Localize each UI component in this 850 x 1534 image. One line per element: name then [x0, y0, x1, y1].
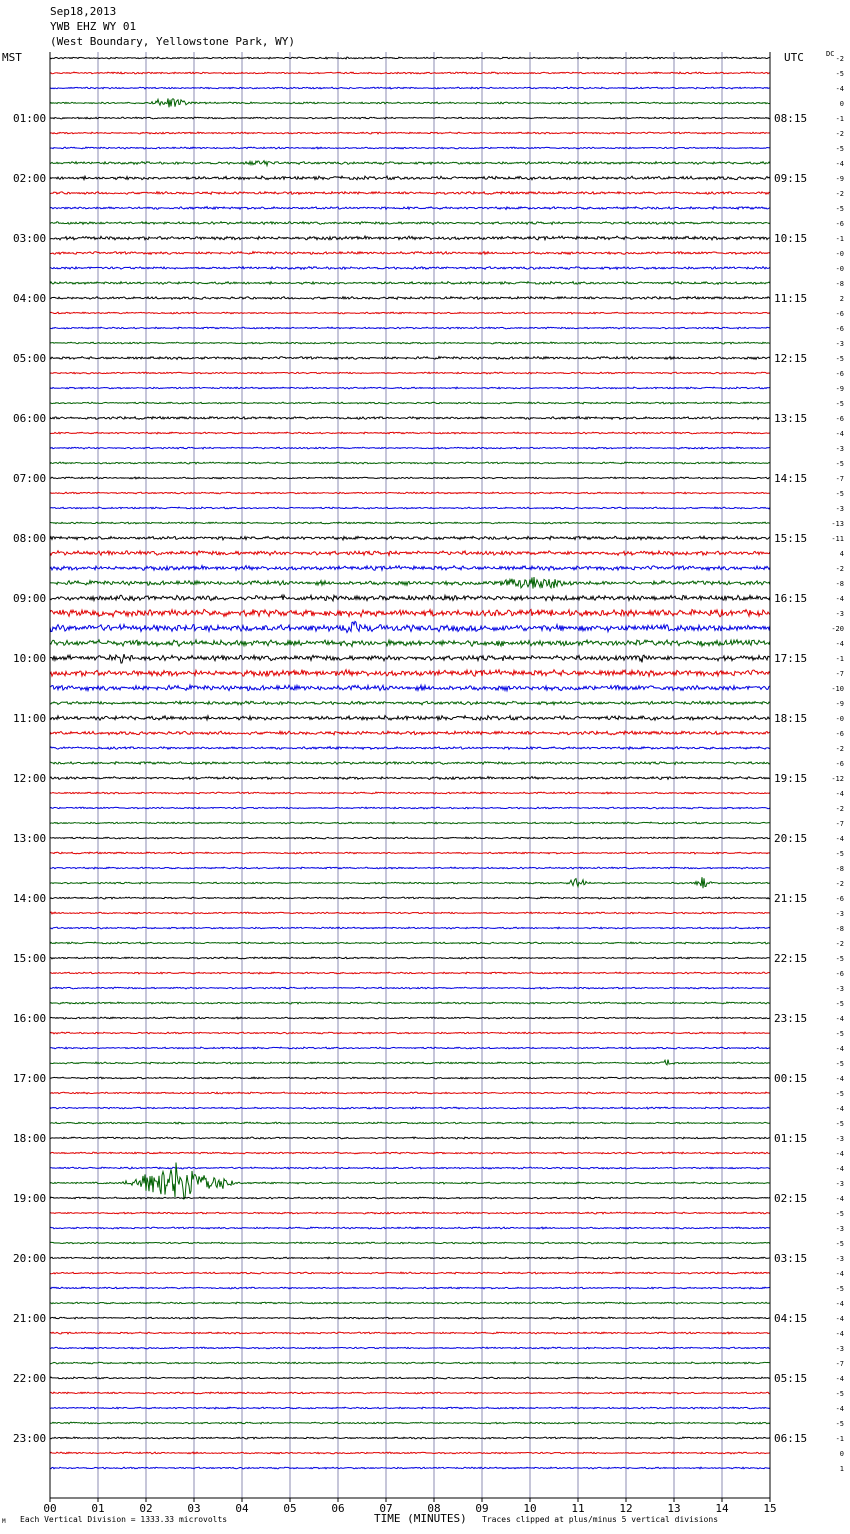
mst-hour-label: 14:00	[13, 892, 47, 905]
utc-hour-label: 09:15	[774, 172, 808, 185]
dc-offset-label: -4	[835, 85, 844, 93]
trace-line-33	[50, 551, 770, 556]
dc-offset-label: -5	[835, 1000, 844, 1008]
dc-offset-label: -5	[835, 850, 844, 858]
dc-offset-label: -2	[835, 565, 844, 573]
trace-line-50	[50, 807, 770, 809]
dc-offset-label: -5	[835, 355, 844, 363]
trace-line-18	[50, 327, 770, 329]
dc-offset-label: -1	[835, 235, 844, 243]
trace-line-77	[50, 1212, 770, 1214]
dc-offset-label: -2	[835, 55, 844, 63]
dc-offset-label: -5	[835, 460, 844, 468]
dc-offset-label: -4	[835, 1015, 844, 1023]
dc-offset-label: -4	[835, 1150, 844, 1158]
dc-offset-label: -5	[835, 205, 844, 213]
trace-line-59	[50, 942, 770, 944]
dc-offset-label: -12	[831, 775, 844, 783]
dc-offset-label: -3	[835, 1225, 844, 1233]
utc-hour-label: 16:15	[774, 592, 808, 605]
dc-offset-label: -7	[835, 1360, 844, 1368]
trace-line-34	[50, 566, 770, 571]
dc-offset-label: -6	[835, 310, 844, 318]
trace-line-9	[50, 192, 770, 195]
utc-hour-label: 11:15	[774, 292, 808, 305]
trace-line-40	[50, 654, 770, 663]
dc-offset-label: -2	[835, 805, 844, 813]
trace-line-53	[50, 852, 770, 854]
dc-offset-label: -6	[835, 325, 844, 333]
dc-offset-label: -20	[831, 625, 844, 633]
trace-line-41	[50, 670, 770, 677]
trace-line-51	[50, 822, 770, 824]
trace-line-69	[50, 1092, 770, 1094]
dc-offset-label: -4	[835, 1165, 844, 1173]
seismic-traces	[50, 57, 770, 1469]
utc-hour-label: 10:15	[774, 232, 808, 245]
trace-line-86	[50, 1347, 770, 1349]
utc-hour-label: 06:15	[774, 1432, 808, 1445]
dc-offset-label: -5	[835, 1060, 844, 1068]
trace-line-90	[50, 1407, 770, 1409]
dc-offset-label: -5	[835, 70, 844, 78]
trace-line-42	[50, 685, 770, 690]
dc-offset-label: -6	[835, 220, 844, 228]
x-tick-label: 14	[715, 1502, 729, 1515]
dc-offset-label: -7	[835, 820, 844, 828]
trace-line-15	[50, 282, 770, 285]
x-tick-label: 07	[379, 1502, 393, 1515]
utc-hour-label: 02:15	[774, 1192, 808, 1205]
dc-offset-label: -4	[835, 1375, 844, 1383]
mst-hour-label: 04:00	[13, 292, 47, 305]
trace-line-60	[50, 957, 770, 959]
dc-offset-label: -4	[835, 835, 844, 843]
mst-hour-label: 03:00	[13, 232, 47, 245]
trace-line-62	[50, 987, 770, 989]
utc-hour-label: 00:15	[774, 1072, 808, 1085]
dc-offset-label: -13	[831, 520, 844, 528]
dc-offset-label: -8	[835, 925, 844, 933]
trace-line-89	[50, 1392, 770, 1394]
dc-offset-label: -6	[835, 730, 844, 738]
dc-offset-label: -2	[835, 190, 844, 198]
utc-hour-label: 23:15	[774, 1012, 808, 1025]
dc-offset-label: -4	[835, 1105, 844, 1113]
trace-line-1	[50, 72, 770, 74]
trace-line-6	[50, 147, 770, 149]
mst-hour-label: 09:00	[13, 592, 47, 605]
dc-offset-label: -4	[835, 1330, 844, 1338]
utc-hour-label: 05:15	[774, 1372, 808, 1385]
dc-offset-label: -6	[835, 370, 844, 378]
trace-line-71	[50, 1122, 770, 1124]
dc-offset-label: -4	[835, 430, 844, 438]
dc-offset-label: -7	[835, 670, 844, 678]
trace-line-49	[50, 792, 770, 794]
dc-offset-label: -3	[835, 1255, 844, 1263]
dc-offset-label: -4	[835, 1195, 844, 1203]
mst-hour-label: 18:00	[13, 1132, 47, 1145]
utc-hour-label: 21:15	[774, 892, 808, 905]
trace-line-87	[50, 1362, 770, 1364]
x-tick-label: 10	[523, 1502, 537, 1515]
utc-hour-label: 22:15	[774, 952, 808, 965]
trace-line-88	[50, 1377, 770, 1379]
dc-offset-label: -2	[835, 940, 844, 948]
dc-offset-label: -6	[835, 970, 844, 978]
trace-line-35	[50, 577, 770, 588]
utc-hour-label: 08:15	[774, 112, 808, 125]
trace-line-11	[50, 222, 770, 225]
trace-line-13	[50, 252, 770, 255]
x-tick-label: 03	[187, 1502, 201, 1515]
trace-line-67	[50, 1060, 770, 1065]
trace-line-36	[50, 595, 770, 601]
dc-offset-label: -5	[835, 1390, 844, 1398]
dc-offset-label: -2	[835, 745, 844, 753]
x-tick-label: 11	[571, 1502, 585, 1515]
dc-offset-label: -11	[831, 535, 844, 543]
dc-offset-label: -0	[835, 715, 844, 723]
trace-line-43	[50, 701, 770, 705]
dc-offset-label: -8	[835, 280, 844, 288]
trace-line-10	[50, 207, 770, 210]
utc-hour-label: 03:15	[774, 1252, 808, 1265]
x-axis-title: TIME (MINUTES)	[374, 1512, 467, 1525]
trace-line-76	[50, 1197, 770, 1199]
dc-offset-label: -5	[835, 1090, 844, 1098]
mst-hour-label: 23:00	[13, 1432, 47, 1445]
dc-offset-label: -3	[835, 610, 844, 618]
dc-offset-label: -3	[835, 1180, 844, 1188]
dc-offset-label: -5	[835, 1210, 844, 1218]
dc-offset-label: -5	[835, 1420, 844, 1428]
dc-offset-label: -5	[835, 1030, 844, 1038]
mst-hour-label: 02:00	[13, 172, 47, 185]
trace-line-26	[50, 447, 770, 449]
dc-offset-label: 2	[839, 295, 844, 303]
trace-line-63	[50, 1002, 770, 1004]
x-tick-label: 05	[283, 1502, 297, 1515]
x-tick-label: 02	[139, 1502, 153, 1515]
x-tick-label: 01	[91, 1502, 105, 1515]
utc-hour-label: 01:15	[774, 1132, 808, 1145]
dc-offset-label: 0	[839, 1450, 844, 1458]
trace-line-56	[50, 897, 770, 899]
x-tick-label: 13	[667, 1502, 681, 1515]
dc-offset-label: -4	[835, 1300, 844, 1308]
mst-hour-label: 11:00	[13, 712, 47, 725]
x-tick-label: 06	[331, 1502, 345, 1515]
dc-offset-label: -3	[835, 340, 844, 348]
trace-line-39	[50, 640, 770, 647]
trace-line-46	[50, 747, 770, 750]
mst-hour-label: 17:00	[13, 1072, 47, 1085]
dc-offset-label: -5	[835, 1240, 844, 1248]
trace-line-32	[50, 536, 770, 540]
trace-line-12	[50, 236, 770, 240]
dc-offset-label: -5	[835, 400, 844, 408]
trace-line-52	[50, 837, 770, 839]
dc-offset-label: 0	[839, 100, 844, 108]
dc-offset-label: -4	[835, 1405, 844, 1413]
x-tick-label: 09	[475, 1502, 489, 1515]
x-tick-label: 15	[763, 1502, 777, 1515]
trace-line-23	[50, 402, 770, 404]
dc-offset-label: -4	[835, 640, 844, 648]
dc-offset-label: -9	[835, 385, 844, 393]
trace-line-5	[50, 132, 770, 134]
x-tick-label: 12	[619, 1502, 633, 1515]
trace-line-30	[50, 507, 770, 509]
dc-offset-label: -6	[835, 895, 844, 903]
trace-line-66	[50, 1047, 770, 1049]
trace-line-14	[50, 267, 770, 270]
trace-line-57	[50, 912, 770, 914]
dc-offset-label: -0	[835, 250, 844, 258]
dc-offset-label: -6	[835, 760, 844, 768]
dc-offset-label: -3	[835, 910, 844, 918]
trace-line-74	[50, 1167, 770, 1169]
location-label: (West Boundary, Yellowstone Park, WY)	[50, 35, 296, 48]
utc-hour-label: 13:15	[774, 412, 808, 425]
dc-offset-label: -5	[835, 1285, 844, 1293]
dc-offset-label: -9	[835, 700, 844, 708]
dc-offset-label: -8	[835, 865, 844, 873]
station-label: YWB EHZ WY 01	[50, 20, 137, 33]
dc-offset-label: -3	[835, 1135, 844, 1143]
mst-hour-label: 16:00	[13, 1012, 47, 1025]
trace-line-72	[50, 1137, 770, 1139]
axis-labels	[2, 50, 844, 1515]
trace-line-83	[50, 1302, 770, 1304]
trace-line-0	[50, 57, 770, 59]
trace-line-81	[50, 1272, 770, 1274]
trace-line-44	[50, 716, 770, 721]
trace-line-68	[50, 1077, 770, 1079]
dc-offset-label: -7	[835, 475, 844, 483]
utc-hour-label: 20:15	[774, 832, 808, 845]
trace-line-24	[50, 417, 770, 420]
trace-line-58	[50, 927, 770, 929]
mst-hour-label: 08:00	[13, 532, 47, 545]
trace-line-47	[50, 762, 770, 765]
mst-hour-label: 05:00	[13, 352, 47, 365]
mst-hour-label: 13:00	[13, 832, 47, 845]
trace-line-38	[50, 621, 770, 632]
dc-offset-label: -4	[835, 595, 844, 603]
utc-hour-label: 04:15	[774, 1312, 808, 1325]
mst-axis-title: MST	[2, 51, 22, 64]
dc-offset-label: -1	[835, 1435, 844, 1443]
trace-line-65	[50, 1032, 770, 1034]
trace-line-84	[50, 1317, 770, 1319]
trace-line-85	[50, 1332, 770, 1334]
dc-offset-label: 4	[839, 550, 844, 558]
trace-line-48	[50, 777, 770, 780]
utc-hour-label: 17:15	[774, 652, 808, 665]
dc-offset-label: -2	[835, 880, 844, 888]
mst-hour-label: 10:00	[13, 652, 47, 665]
utc-hour-label: 15:15	[774, 532, 808, 545]
trace-line-2	[50, 87, 770, 89]
trace-line-64	[50, 1017, 770, 1019]
dc-label: DC	[826, 50, 835, 58]
trace-line-31	[50, 522, 770, 524]
dc-offset-label: -1	[835, 115, 844, 123]
mst-hour-label: 21:00	[13, 1312, 47, 1325]
dc-offset-label: -0	[835, 265, 844, 273]
dc-offset-label: -5	[835, 955, 844, 963]
trace-line-92	[50, 1437, 770, 1439]
date-label: Sep18,2013	[50, 5, 117, 18]
trace-line-21	[50, 372, 770, 374]
trace-line-82	[50, 1287, 770, 1289]
mst-hour-label: 19:00	[13, 1192, 47, 1205]
trace-line-70	[50, 1107, 770, 1109]
mst-hour-label: 15:00	[13, 952, 47, 965]
mst-hour-label: 20:00	[13, 1252, 47, 1265]
trace-line-54	[50, 867, 770, 869]
mst-hour-label: 22:00	[13, 1372, 47, 1385]
dc-offset-label: -3	[835, 505, 844, 513]
trace-line-20	[50, 357, 770, 360]
trace-line-45	[50, 731, 770, 735]
dc-offset-label: -3	[835, 445, 844, 453]
dc-offset-label: -4	[835, 790, 844, 798]
dc-offset-label: -5	[835, 1120, 844, 1128]
dc-offset-label: -8	[835, 580, 844, 588]
trace-line-3	[50, 98, 770, 107]
x-tick-label: 04	[235, 1502, 249, 1515]
utc-axis-title: UTC	[784, 51, 804, 64]
dc-offset-label: -9	[835, 175, 844, 183]
trace-line-78	[50, 1227, 770, 1229]
trace-line-25	[50, 432, 770, 434]
x-tick-label: 00	[43, 1502, 57, 1515]
dc-offset-label: -6	[835, 415, 844, 423]
dc-offset-label: -5	[835, 490, 844, 498]
trace-line-80	[50, 1257, 770, 1259]
mst-hour-label: 12:00	[13, 772, 47, 785]
trace-line-55	[50, 877, 770, 888]
utc-hour-label: 12:15	[774, 352, 808, 365]
mst-hour-label: 07:00	[13, 472, 47, 485]
trace-line-79	[50, 1242, 770, 1244]
dc-offset-label: -4	[835, 1045, 844, 1053]
trace-line-16	[50, 297, 770, 300]
trace-line-8	[50, 176, 770, 180]
trace-line-22	[50, 387, 770, 389]
scale-note: Each Vertical Division = 1333.33 microvolts	[20, 1515, 228, 1524]
dc-offset-label: -4	[835, 1315, 844, 1323]
plot-frame	[50, 52, 770, 1498]
clip-note: Traces clipped at plus/minus 5 vertical divisions	[482, 1515, 719, 1524]
dc-offset-label: -10	[831, 685, 844, 693]
minute-gridlines	[50, 52, 770, 1498]
trace-line-73	[50, 1152, 770, 1154]
dc-offset-label: -4	[835, 1270, 844, 1278]
trace-line-19	[50, 342, 770, 344]
corner-mark: M	[2, 1518, 6, 1525]
mst-hour-label: 01:00	[13, 112, 47, 125]
utc-hour-label: 18:15	[774, 712, 808, 725]
trace-line-93	[50, 1452, 770, 1454]
trace-line-37	[50, 609, 770, 616]
trace-line-91	[50, 1422, 770, 1424]
dc-offset-label: -1	[835, 655, 844, 663]
trace-line-29	[50, 492, 770, 494]
trace-line-17	[50, 312, 770, 314]
utc-hour-label: 14:15	[774, 472, 808, 485]
dc-offset-label: -2	[835, 130, 844, 138]
trace-line-27	[50, 462, 770, 464]
dc-offset-label: -4	[835, 1075, 844, 1083]
trace-line-61	[50, 972, 770, 974]
dc-offset-label: -4	[835, 160, 844, 168]
dc-offset-label: -3	[835, 1345, 844, 1353]
dc-offset-label: -3	[835, 985, 844, 993]
trace-line-94	[50, 1467, 770, 1469]
x-tick-label: 08	[427, 1502, 441, 1515]
trace-line-28	[50, 477, 770, 479]
dc-offset-label: 1	[839, 1465, 844, 1473]
trace-line-7	[50, 161, 770, 166]
utc-hour-label: 19:15	[774, 772, 808, 785]
trace-line-4	[50, 117, 770, 119]
dc-offset-label: -5	[835, 145, 844, 153]
mst-hour-label: 06:00	[13, 412, 47, 425]
